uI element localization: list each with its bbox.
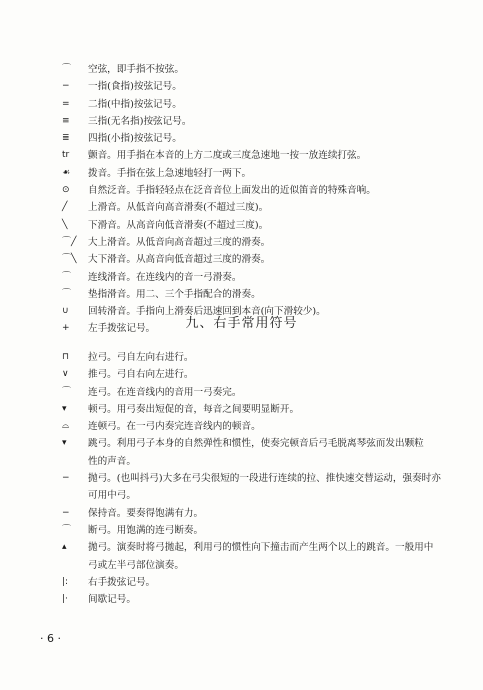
notation-symbol: ⌓ (62, 421, 70, 432)
symbol-entry (62, 591, 462, 608)
symbol-description: 连顿弓。在一弓内奏完连音线内的顿音。 (88, 421, 261, 433)
symbol-description: 一指(食指)按弦记号。 (88, 81, 182, 93)
symbol-description: 拨音。手指在弦上急速地轻打一两下。 (88, 167, 252, 179)
symbol-description: 跳弓。利用弓子本身的自然弹性和惯性，使奏完顿音后弓毛脱离琴弦而发出颗粒 (88, 438, 424, 450)
symbol-description: 四指(小指)按弦记号。 (88, 133, 182, 145)
notation-symbol: + (62, 323, 70, 334)
symbol-entry (62, 384, 462, 401)
symbol-description: 左手拨弦记号。 (88, 323, 156, 335)
page-number: · 6 · (40, 632, 61, 645)
symbol-entry (62, 234, 462, 251)
symbol-entry (62, 96, 462, 113)
notation-symbol: ⌒ (62, 271, 72, 282)
section-heading: 九、右手常用符号 (185, 316, 298, 331)
symbol-description-continuation: 可用中弓。 (88, 490, 136, 502)
left-hand-symbols-list (62, 61, 462, 338)
notation-symbol: |: (62, 576, 69, 587)
symbol-description: 颤音。用手指在本音的上方二度或三度急速地一按一放连续打弦。 (88, 150, 367, 162)
notation-symbol: ⌒╱ (62, 236, 77, 247)
symbol-description: 拋弓。演奏时将弓拋起，利用弓的惯性向下撞击而产生两个以上的跳音。一般用中 (88, 542, 434, 554)
symbol-description: 拉弓。弓自左向右进行。 (88, 352, 194, 363)
notation-symbol: ╱ (62, 202, 68, 213)
symbol-entry (62, 349, 462, 366)
notation-symbol: ⊙ (62, 185, 70, 196)
symbol-entry (62, 366, 462, 383)
symbol-description: 断弓。用饱满的连弓断奏。 (88, 524, 204, 536)
notation-symbol: ▴ (62, 542, 67, 553)
symbol-description: 大下滑音。从高音向低音超过三度的滑奏。 (88, 254, 271, 266)
symbol-description: 上滑音。从低音向高音滑奏(不超过三度)。 (88, 202, 269, 214)
notation-symbol: − (62, 473, 70, 484)
symbol-entry (62, 401, 462, 418)
notation-symbol: ∨ (62, 369, 69, 380)
symbol-entry (62, 113, 462, 130)
symbol-description: 连弓。在连音线内的音用一弓奏完。 (88, 386, 242, 398)
right-hand-symbols-list (62, 349, 462, 608)
symbol-description: 顿弓。用弓奏出短促的音，每音之间要明显断开。 (88, 403, 300, 415)
notation-symbol: ∪ (62, 306, 69, 317)
symbol-entry (62, 435, 462, 452)
notation-symbol: ▾ (62, 403, 67, 414)
notation-symbol: − (62, 81, 70, 92)
symbol-entry (62, 78, 462, 95)
symbol-description-continuation: 弓或左半弓部位演奏。 (88, 559, 184, 571)
symbol-entry (62, 418, 462, 435)
symbol-description: 抛弓。(也叫抖弓)大多在弓尖很短的一段进行连续的拉、推快速交替运动，强奏时亦 (88, 473, 441, 485)
notation-symbol: ╲ (62, 219, 68, 230)
symbol-entry (62, 217, 462, 234)
notation-symbol: ☙ (62, 167, 71, 178)
symbol-entry (62, 61, 462, 78)
notation-symbol: ⌒╲ (62, 254, 77, 265)
symbol-entry (62, 182, 462, 199)
notation-symbol: |· (62, 594, 68, 605)
symbol-entry (62, 165, 462, 182)
symbol-description: 空弦，即手指不按弦。 (88, 64, 184, 75)
symbol-description: 右手拨弦记号。 (88, 576, 156, 588)
symbol-entry (62, 199, 462, 216)
symbol-description: 下滑音。从高音向低音滑奏(不超过三度)。 (88, 219, 269, 231)
notation-symbol: ≡ (62, 115, 70, 126)
symbol-entry (62, 269, 462, 286)
symbol-entry (62, 470, 462, 487)
notation-symbol: − (62, 507, 70, 518)
notation-symbol: ⌒ (62, 386, 72, 397)
notation-symbol: ▾ (62, 438, 67, 449)
notation-symbol: = (62, 98, 70, 109)
symbol-entry (62, 286, 462, 303)
symbol-description-continuation: 性的声音。 (88, 455, 136, 467)
symbol-entry (62, 251, 462, 268)
symbol-description: 保持音。要奏得饱满有力。 (88, 507, 204, 519)
notation-symbol: ⌒ (62, 64, 72, 74)
symbol-entry (62, 147, 462, 164)
symbol-description: 大上滑音。从低音向高音超过三度的滑奏。 (88, 236, 271, 248)
symbol-description: 连线滑音。在连线内的音一弓滑奏。 (88, 271, 242, 283)
symbol-entry (62, 522, 462, 539)
notation-symbol: ≣ (62, 133, 70, 144)
notation-symbol: tr (62, 150, 70, 161)
symbol-entry (62, 539, 462, 556)
symbol-description: 自然泛音。手指轻轻点在泛音音位上面发出的近似笛音的特殊音响。 (88, 185, 376, 197)
symbol-entry (62, 574, 462, 591)
notation-symbol: ⌒ (62, 524, 72, 535)
symbol-entry (62, 505, 462, 522)
symbol-description: 回转滑音。手指向上滑奏后迅速回到本音(向下滑较少)。 (88, 306, 326, 318)
symbol-description: 间歇记号。 (88, 594, 136, 606)
symbol-description: 三指(无名指)按弦记号。 (88, 115, 192, 127)
notation-symbol: ⌒ (62, 288, 72, 299)
notation-symbol: ⊓ (62, 352, 70, 362)
symbol-description: 二指(中指)按弦记号。 (88, 98, 182, 110)
symbol-entry (62, 130, 462, 147)
symbol-description: 推弓。弓自右向左进行。 (88, 369, 194, 381)
symbol-description: 垫指滑音。用二、三个手指配合的滑奏。 (88, 288, 261, 300)
